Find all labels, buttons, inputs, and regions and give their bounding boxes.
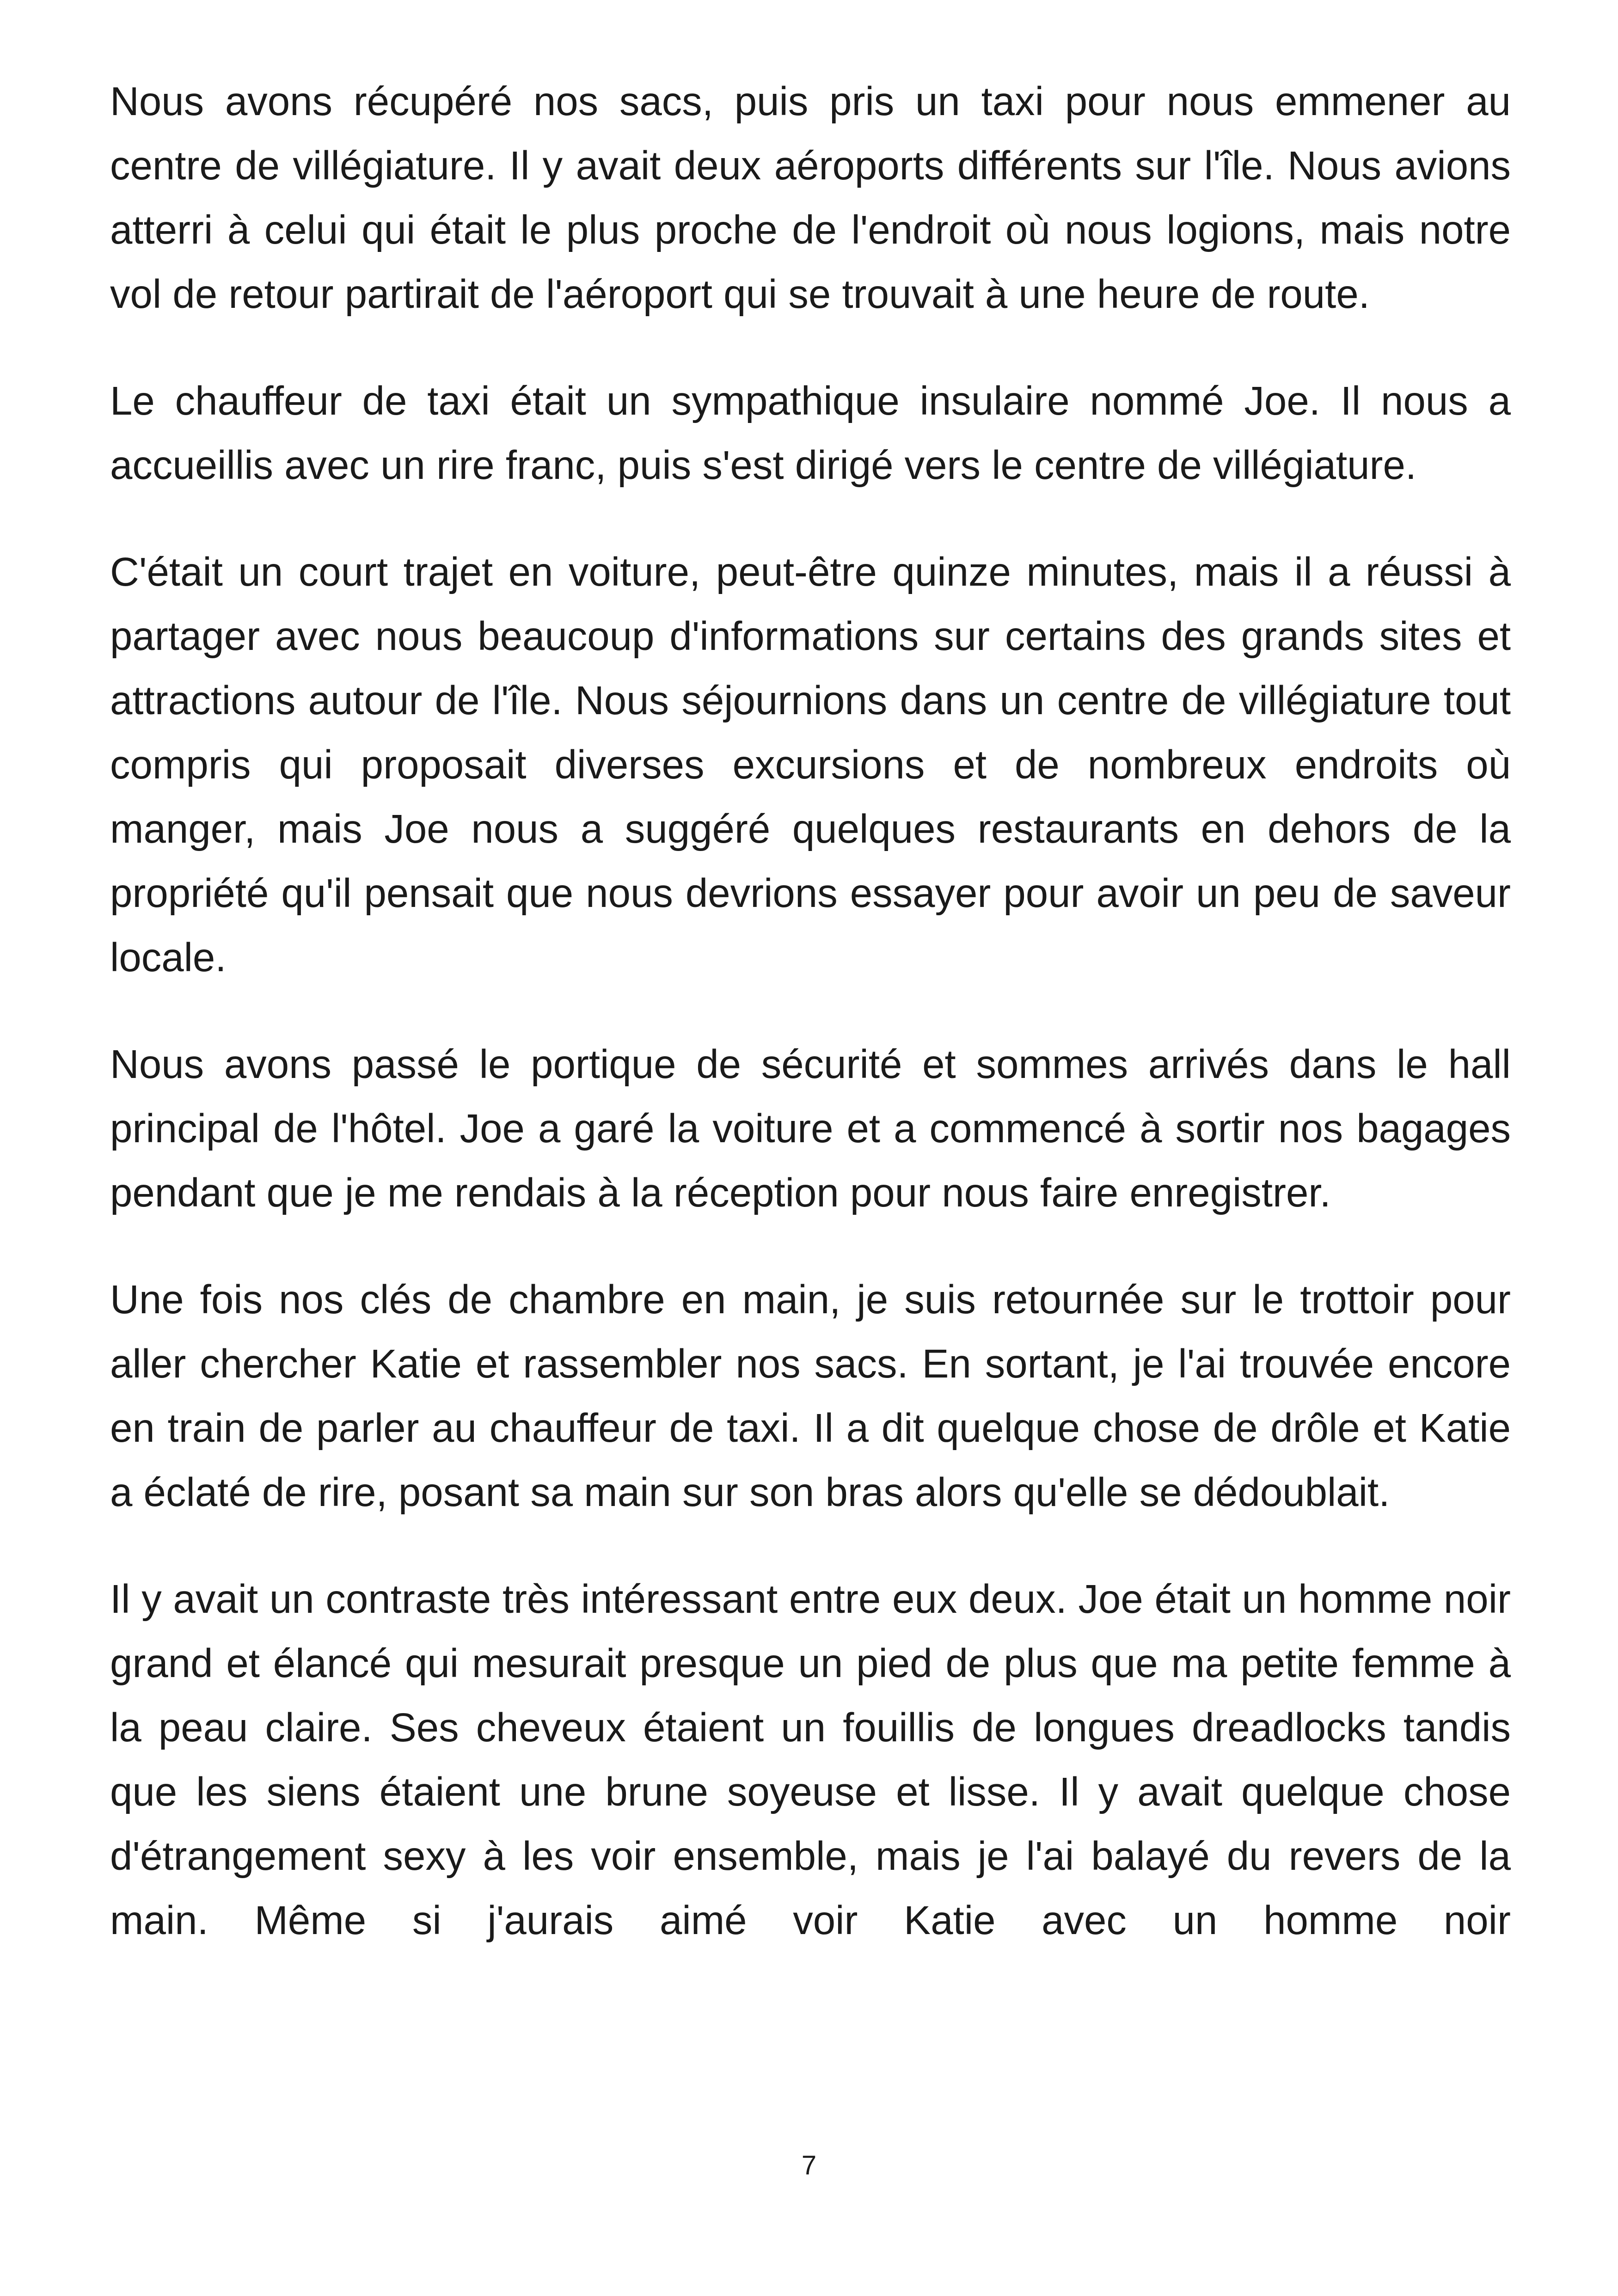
- paragraph-5: Une fois nos clés de chambre en main, je suis retournée sur le trottoir pour aller chercher Katie et rassembler nos sacs. En sortant, je l'ai trouvée encore en train de parler au chauffeur de taxi. Il a dit quelque chose de drôle et Katie a éclaté de rire, posant sa main sur son bras alors qu'elle se dédoublait.: [110, 1277, 1511, 1515]
- paragraph-1: Nous avons récupéré nos sacs, puis pris un taxi pour nous emmener au centre de villégiature. Il y avait deux aéroports différents sur l'île. Nous avions atterri à celui qui était le plus proche de l'endroit où nous logions, mais notre vol de retour partirait de l'aéroport qui se trouvait à une heure de route.: [110, 79, 1511, 317]
- paragraph-3: C'était un court trajet en voiture, peut-être quinze minutes, mais il a réussi à partager avec nous beaucoup d'informations sur certains des grands sites et attractions autour de l'île. Nous séjournions dans un centre de villégiature tout compris qui proposait diverses excursions et de nombreux endroits où manger, mais Joe nous a suggéré quelques restaurants en dehors de la propriété qu'il pensait que nous devrions essayer pour avoir un peu de saveur locale.: [110, 550, 1511, 980]
- body-text: [110, 69, 1511, 1953]
- paragraph-4: Nous avons passé le portique de sécurité et sommes arrivés dans le hall principal de l'hôtel. Joe a garé la voiture et a commencé à sortir nos bagages pendant que je me rendais à la réception pour nous faire enregistrer.: [110, 1042, 1511, 1215]
- paragraph-6: Il y avait un contraste très intéressant entre eux deux. Joe était un homme noir grand et élancé qui mesurait presque un pied de plus que ma petite femme à la peau claire. Ses cheveux étaient un fouillis de longues dreadlocks tandis que les siens étaient une brune soyeuse et lisse. Il y avait quelque chose d'étrangement sexy à les voir ensemble, mais je l'ai balayé du revers de la main. Même si j'aurais aimé voir Katie avec un homme noir: [110, 1577, 1511, 1943]
- paragraph-2: Le chauffeur de taxi était un sympathique insulaire nommé Joe. Il nous a accueillis avec un rire franc, puis s'est dirigé vers le centre de villégiature.: [110, 379, 1511, 488]
- page-number: 7: [801, 2150, 817, 2180]
